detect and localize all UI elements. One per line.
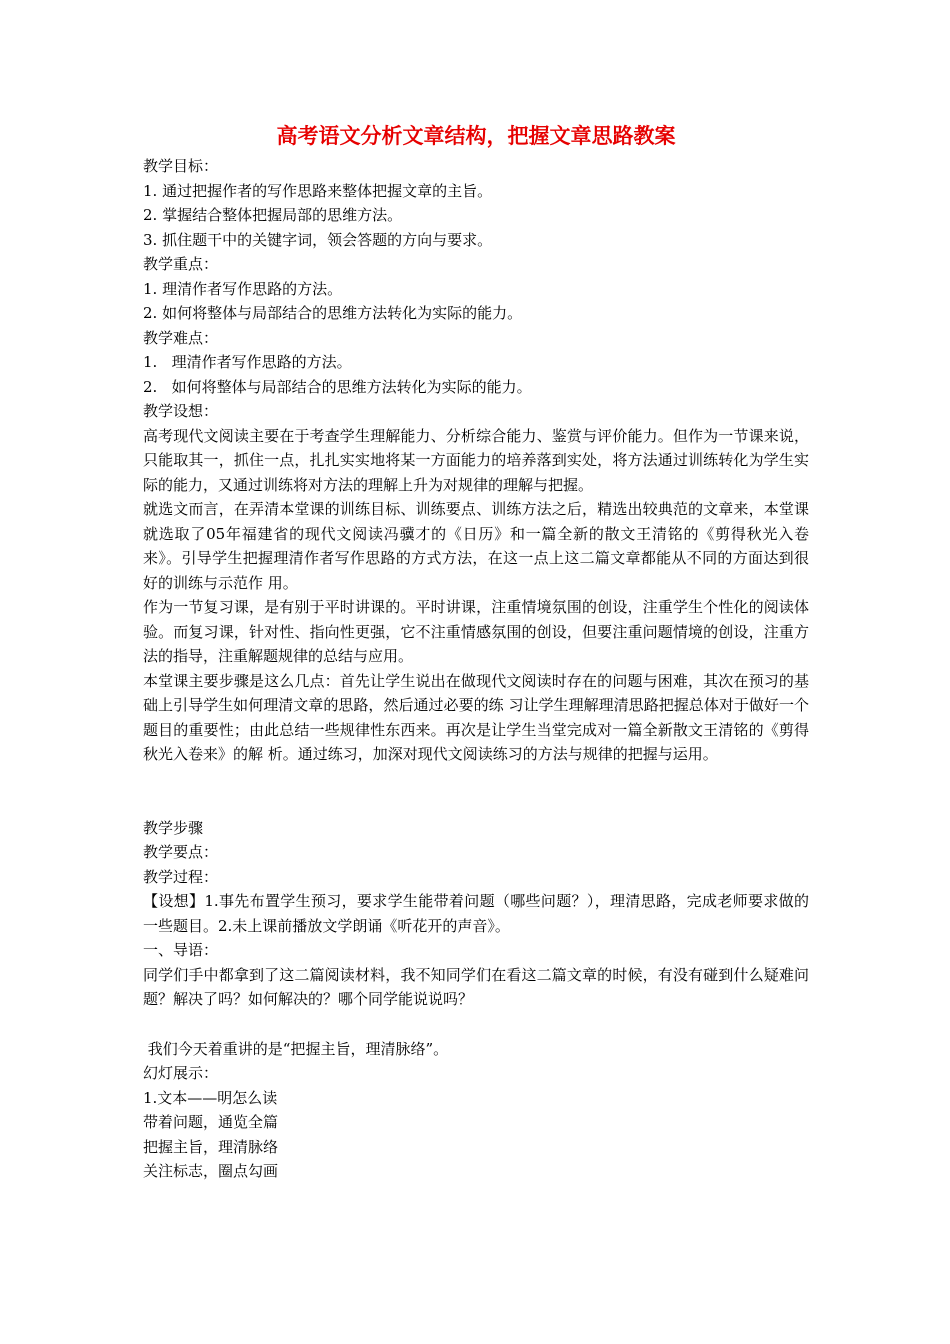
slide-heading: 幻灯展示： (143, 1064, 219, 1082)
objectives-heading: 教学目标： (143, 157, 219, 175)
key-point-item: 1. 理清作者写作思路的方法。 (143, 279, 343, 298)
design-paragraph: 本堂课主要步骤是这么几点：首先让学生说出在做现代文阅读时存在的问题与困难，其次在预习的基础上引导学生如何理清文章的思路，然后通过必要的练 习让学生理解理清思路把握总体对于做好一个题目的重要性；由此总结一些规律性东西来。再次是让学生当堂完成对一篇全新散文王清铭的《剪得秋光入卷来》的解 析。通过练习，加深对现代文阅读练习的方法与规律的把握与运用。 (143, 671, 809, 763)
design-heading: 教学设想： (143, 402, 219, 420)
design-paragraph: 就选文而言，在弄清本堂课的训练目标、训练要点、训练方法之后，精选出较典范的文章来，本堂课就选取了05年福建省的现代文阅读冯骥才的《日历》和一篇全新的散文王清铭的《剪得秋光入卷来》。引导学生把握理清作者写作思路的方式方法，在这一点上这二篇文章都能从不同的方面达到很好的训练与示范作 用。 (143, 500, 809, 592)
spacer (143, 1012, 809, 1037)
steps-heading: 教学步骤 (143, 818, 204, 837)
spacer (143, 767, 809, 816)
today-focus-line: 我们今天着重讲的是“把握主旨，理清脉络”。 (143, 1039, 449, 1058)
design-paragraph: 作为一节复习课，是有别于平时讲课的。平时讲课，注重情境氛围的创设，注重学生个性化的阅读体验。而复习课，针对性、指向性更强，它不注重情感氛围的创设，但要注重问题情境的创设，注重方法的指导，注重解题规律的总结与应用。 (143, 598, 809, 665)
objective-item: 3. 抓住题干中的关键字词，领会答题的方向与要求。 (143, 230, 493, 249)
difficulty-item: 1. 理清作者写作思路的方法。 (143, 353, 352, 371)
document-page (143, 118, 809, 1184)
teaching-process-heading: 教学过程： (143, 867, 219, 886)
slide-item: 带着问题，通览全篇 (143, 1113, 279, 1131)
document-title: 高考语文分析文章结构，把握文章思路教案 (276, 123, 676, 148)
slide-item: 关注标志，圈点勾画 (143, 1162, 279, 1180)
slide-item: 把握主旨，理清脉络 (143, 1137, 279, 1156)
objective-item: 2. 掌握结合整体把握局部的思维方法。 (143, 206, 403, 224)
objective-item: 1. 通过把握作者的写作思路来整体把握文章的主旨。 (143, 181, 493, 200)
key-points-heading: 教学重点： (143, 255, 219, 273)
design-paragraph: 高考现代文阅读主要在于考查学生理解能力、分析综合能力、鉴赏与评价能力。但作为一节课来说，只能取其一，抓住一点，扎扎实实地将某一方面能力的培养落到实处，将方法通过训练转化为学生实际的能力，又通过训练将对方法的理解上升为对规律的理解与把握。 (143, 426, 809, 494)
intro-heading: 一、导语： (143, 941, 219, 959)
difficulty-item: 2. 如何将整体与局部结合的思维方法转化为实际的能力。 (143, 377, 532, 396)
difficulties-heading: 教学难点： (143, 328, 219, 347)
teaching-points-heading: 教学要点： (143, 843, 219, 861)
key-point-item: 2. 如何将整体与局部结合的思维方法转化为实际的能力。 (143, 304, 523, 322)
intro-paragraph: 同学们手中都拿到了这二篇阅读材料，我不知同学们在看这二篇文章的时候，有没有碰到什么疑难问题？解决了吗？如何解决的？哪个同学能说说吗？ (143, 965, 809, 1008)
slide-item: 1.文本——明怎么读 (143, 1088, 278, 1107)
setup-paragraph: 【设想】1.事先布置学生预习，要求学生能带着问题（哪些问题？），理清思路，完成老师要求做的一些题目。2.未上课前播放文学朗诵《听花开的声音》。 (143, 892, 809, 935)
